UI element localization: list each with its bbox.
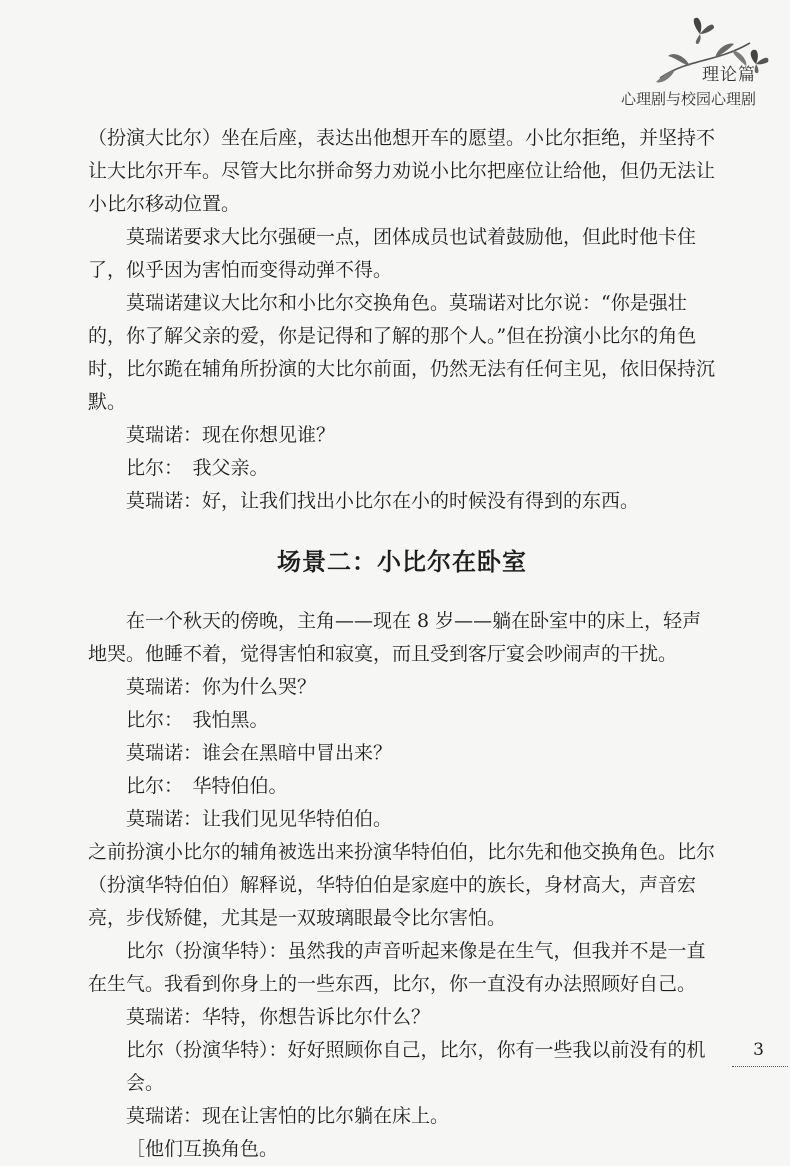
dialogue-line: 莫瑞诺：让我们见见华特伯伯。 xyxy=(126,808,393,830)
paragraph-3: 莫瑞诺建议大比尔和小比尔交换角色。莫瑞诺对比尔说：“你是强壮的，你了解父亲的爱，你是记得和了解的那个人。”但在扮演小比尔的角色时，比尔跪在辅角所扮演的大比尔前面，仍然无法有任何主见，依旧保持沉默。 xyxy=(88,292,716,413)
page-number-rule xyxy=(732,1066,788,1067)
scene-heading: 场景二：小比尔在卧室 xyxy=(277,548,527,576)
dialogue-line: 比尔： 我父亲。 xyxy=(126,457,269,479)
dialogue-line: 比尔： 我怕黑。 xyxy=(126,709,269,731)
paragraph-2: 莫瑞诺要求大比尔强硬一点，团体成员也试着鼓励他，但此时他卡住了，似乎因为害怕而变得动弹不得。 xyxy=(88,226,697,281)
dialogue-line: 比尔（扮演华特）：好好照顾你自己，比尔，你有一些我以前没有的机会。 xyxy=(126,1039,706,1094)
paragraph-4: 在一个秋天的傍晚，主角——现在 8 岁——躺在卧室中的床上，轻声地哭。他睡不着，觉得害怕和寂寞，而且受到客厅宴会吵闹声的干扰。 xyxy=(88,610,702,665)
header-section: 理论篇 xyxy=(702,65,756,85)
header-subtitle: 心理剧与校园心理剧 xyxy=(620,90,756,108)
stage-direction: ［他们互换角色。 xyxy=(126,1138,279,1160)
dialogue-line: 莫瑞诺：现在你想见谁？ xyxy=(126,424,336,446)
dialogue-line: 莫瑞诺：你为什么哭？ xyxy=(126,676,317,698)
paragraph-5: 之前扮演小比尔的辅角被选出来扮演华特伯伯，比尔先和他交换角色。比尔（扮演华特伯伯）解释说，华特伯伯是家庭中的族长，身材高大，声音宏亮，步伐矫健，尤其是一双玻璃眼最令比尔害怕。 xyxy=(88,841,716,929)
dialogue-line: 莫瑞诺：好，让我们找出小比尔在小的时候没有得到的东西。 xyxy=(126,490,640,512)
page-number: 3 xyxy=(753,1040,764,1060)
running-header xyxy=(621,60,756,109)
paragraph-1: （扮演大比尔）坐在后座，表达出他想开车的愿望。小比尔拒绝，并坚持不让大比尔开车。尽管大比尔拼命努力劝说小比尔把座位让给他，但仍无法让小比尔移动位置。 xyxy=(88,127,716,215)
dialogue-line: 莫瑞诺：华特，你想告诉比尔什么？ xyxy=(126,1006,431,1028)
dialogue-line: 莫瑞诺：谁会在黑暗中冒出来？ xyxy=(126,742,393,764)
page-body xyxy=(88,122,716,1166)
paragraph-6: 比尔（扮演华特）：虽然我的声音听起来像是在生气，但我并不是一直在生气。我看到你身上的一些东西，比尔，你一直没有办法照顾好自己。 xyxy=(88,940,706,995)
dialogue-line: 莫瑞诺：现在让害怕的比尔躺在床上。 xyxy=(126,1105,450,1127)
dialogue-line: 比尔： 华特伯伯。 xyxy=(126,775,288,797)
